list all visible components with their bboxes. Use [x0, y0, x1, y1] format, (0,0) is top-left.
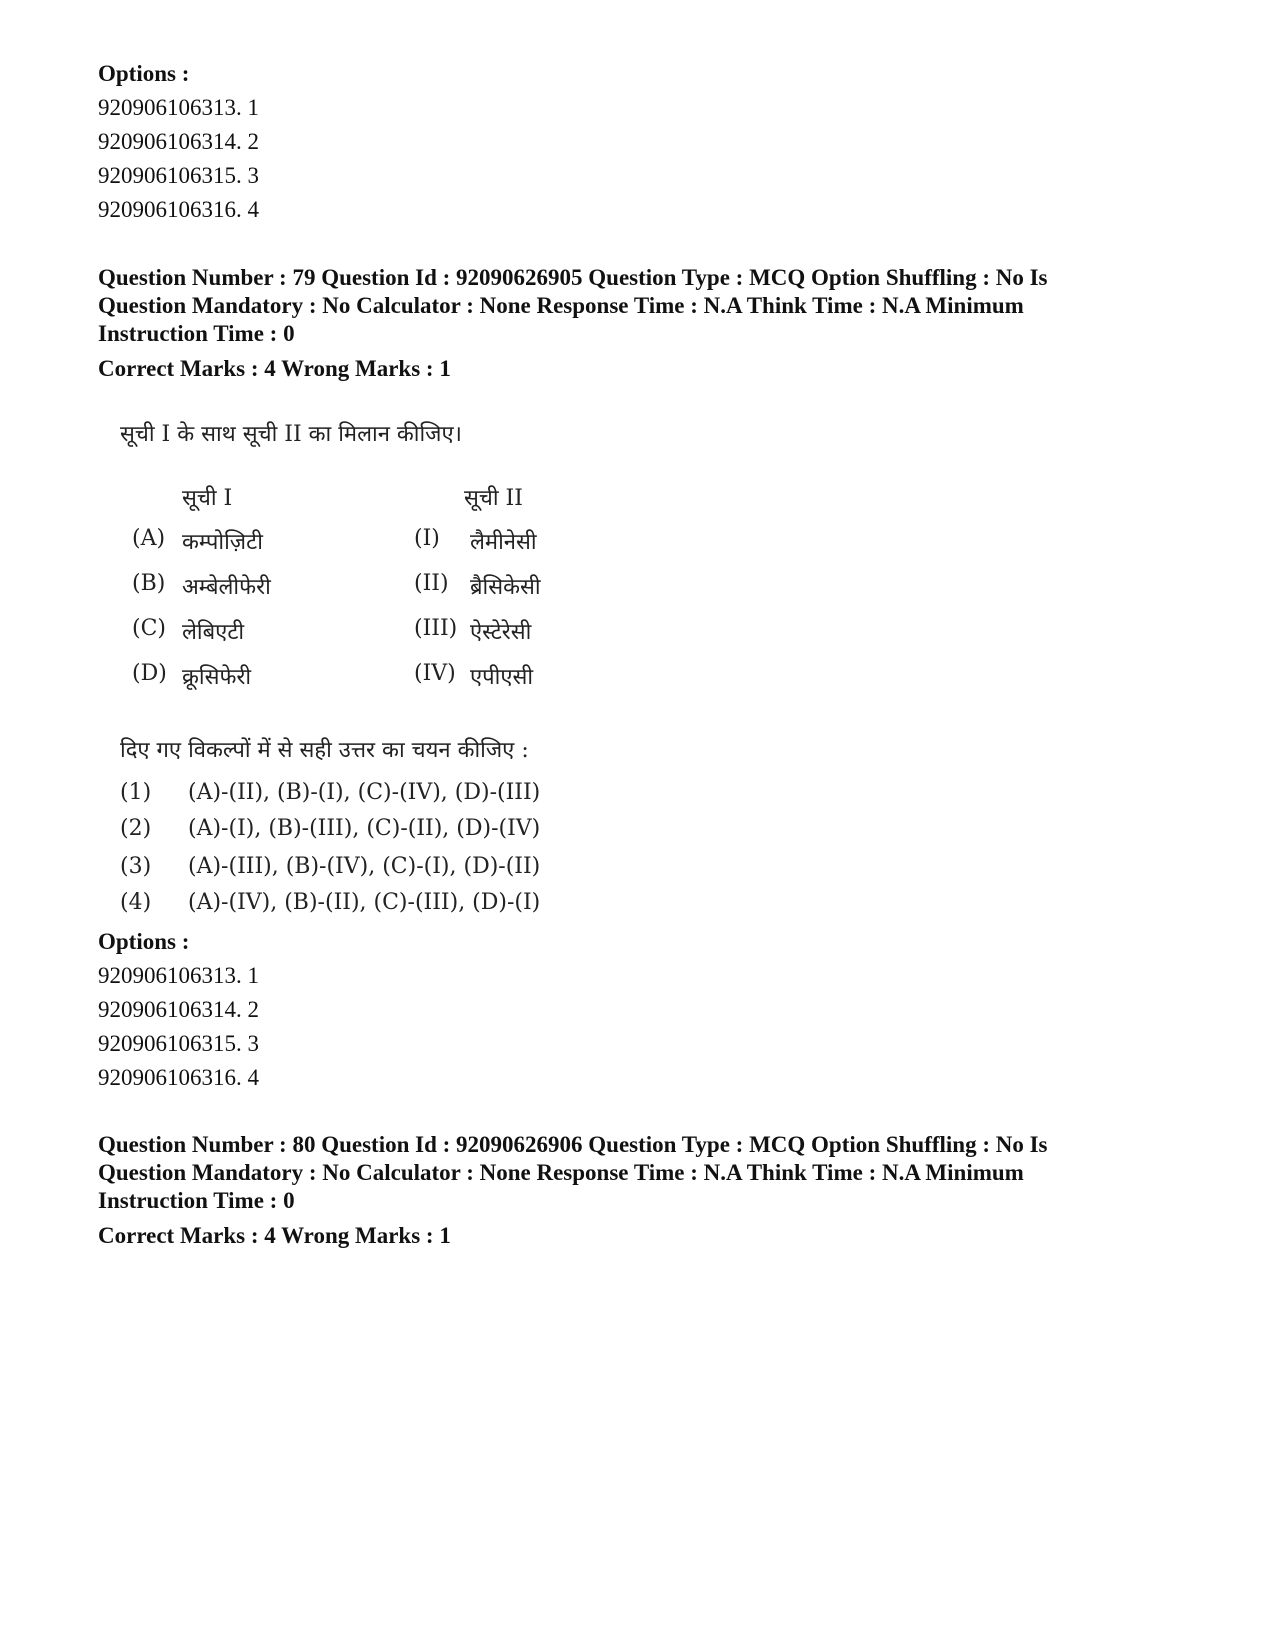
question-80-meta — [98, 1131, 1218, 1250]
list-2-item: ऐस्टेरेसी — [470, 620, 532, 645]
list-2-heading: सूची II — [464, 486, 523, 511]
option-line: 920906106314. 2 — [98, 129, 259, 154]
list-2-tag: (I) — [414, 526, 440, 551]
answer-choice — [120, 780, 580, 814]
answer-text: (A)-(III), (B)-(IV), (C)-(I), (D)-(II) — [188, 854, 541, 879]
match-row — [132, 616, 572, 650]
marks-line: Correct Marks : 4 Wrong Marks : 1 — [98, 1223, 451, 1248]
list-1-tag: (D) — [132, 661, 167, 686]
options-title: Options : — [98, 61, 190, 86]
match-row — [132, 661, 572, 695]
list-1-heading: सूची I — [182, 486, 233, 511]
question-instruction: दिए गए विकल्पों में से सही उत्तर का चयन कीजिए : — [120, 738, 529, 763]
marks-line: Correct Marks : 4 Wrong Marks : 1 — [98, 356, 451, 381]
options-title: Options : — [98, 929, 190, 954]
list-2-tag: (IV) — [414, 661, 456, 686]
answer-text: (A)-(I), (B)-(III), (C)-(II), (D)-(IV) — [188, 816, 541, 841]
meta-line: Question Number : 79 Question Id : 92090626905 Question Type : MCQ Option Shuffling : No Is — [98, 265, 1048, 290]
answer-choice — [120, 890, 580, 924]
question-prompt: सूची I के साथ सूची II का मिलान कीजिए। — [120, 422, 463, 447]
options-block-previous — [98, 57, 259, 227]
answer-number: (2) — [120, 816, 152, 841]
answer-number: (4) — [120, 890, 152, 915]
meta-line: Instruction Time : 0 — [98, 1188, 295, 1213]
meta-line: Question Mandatory : No Calculator : None Response Time : N.A Think Time : N.A Minimum — [98, 1160, 1024, 1185]
option-line: 920906106315. 3 — [98, 1031, 259, 1056]
list-1-item: अम्बेलीफेरी — [182, 575, 271, 600]
match-row — [132, 571, 572, 605]
list-2-item: एपीएसी — [470, 665, 534, 690]
question-79-meta — [98, 264, 1218, 383]
list-1-item: लेबिएटी — [182, 620, 245, 645]
list-1-tag: (A) — [132, 526, 166, 551]
option-line: 920906106315. 3 — [98, 163, 259, 188]
list-2-tag: (II) — [414, 571, 449, 596]
list-2-item: लैमीनेसी — [470, 530, 537, 555]
meta-line: Question Mandatory : No Calculator : None Response Time : N.A Think Time : N.A Minimum — [98, 293, 1024, 318]
option-line: 920906106313. 1 — [98, 95, 259, 120]
list-1-tag: (B) — [132, 571, 166, 596]
answer-choice — [120, 816, 580, 850]
answer-number: (3) — [120, 854, 152, 879]
meta-line: Instruction Time : 0 — [98, 321, 295, 346]
list-2-tag: (III) — [414, 616, 458, 641]
option-line: 920906106316. 4 — [98, 1065, 259, 1090]
meta-line: Question Number : 80 Question Id : 92090626906 Question Type : MCQ Option Shuffling : No Is — [98, 1132, 1048, 1157]
question-79-body — [120, 412, 580, 952]
list-1-item: क्रूसिफेरी — [182, 665, 252, 690]
list-1-tag: (C) — [132, 616, 166, 641]
answer-text: (A)-(II), (B)-(I), (C)-(IV), (D)-(III) — [188, 780, 541, 805]
option-line: 920906106313. 1 — [98, 963, 259, 988]
options-block-q79 — [98, 925, 259, 1095]
answer-choice — [120, 854, 580, 888]
match-row — [132, 526, 572, 560]
list-2-item: ब्रैसिकेसी — [470, 575, 541, 600]
answer-text: (A)-(IV), (B)-(II), (C)-(III), (D)-(I) — [188, 890, 541, 915]
option-line: 920906106314. 2 — [98, 997, 259, 1022]
list-1-item: कम्पोज़िटी — [182, 530, 263, 555]
answer-number: (1) — [120, 780, 152, 805]
option-line: 920906106316. 4 — [98, 197, 259, 222]
